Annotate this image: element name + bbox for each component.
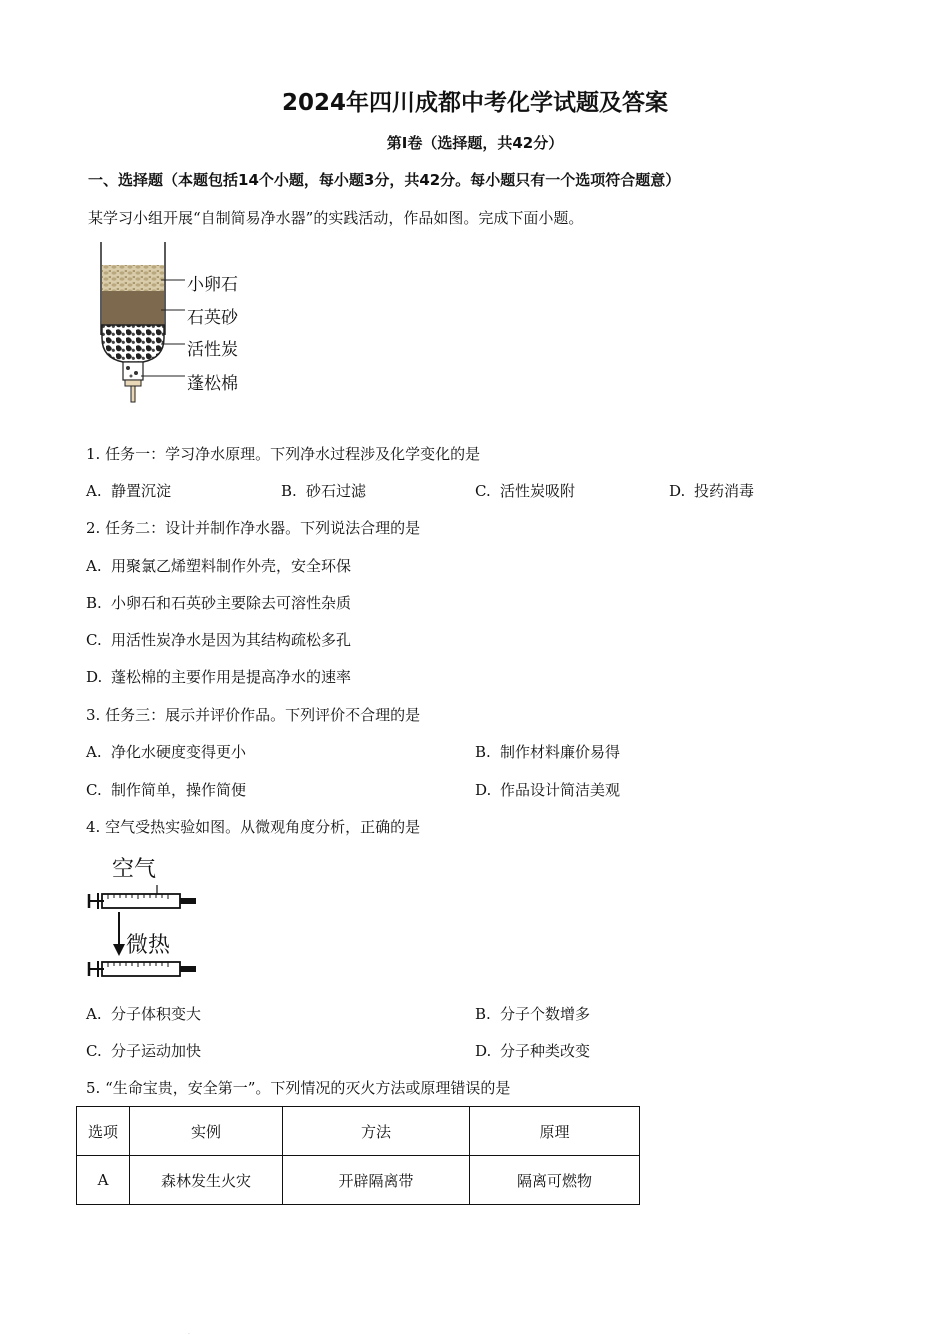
q2-option-a (86, 555, 351, 576)
fire-table (76, 1106, 640, 1205)
table-row (77, 1156, 640, 1205)
option-text: 用活性炭净水是因为其结构疏松多孔 (111, 631, 352, 649)
q3-option-c (86, 779, 246, 800)
question-stem: 任务一：学习净水原理。下列净水过程涉及化学变化的是 (105, 445, 481, 463)
option-text: 静置沉淀 (111, 482, 172, 500)
option-key: C. (86, 631, 102, 649)
q3-option-d (475, 779, 620, 800)
question-5 (86, 1077, 510, 1098)
option-key: A. (86, 1005, 102, 1023)
option-key: A. (86, 557, 102, 575)
question-number: 4. (86, 818, 101, 836)
intro-text: 某学习小组开展“自制简易净水器”的实践活动，作品如图。完成下面小题。 (88, 209, 584, 227)
footer-mark: · (188, 1331, 190, 1338)
table-header-cell: 方法 (283, 1107, 470, 1156)
label-cotton: 蓬松棉 (187, 374, 238, 394)
option-text: 用聚氯乙烯塑料制作外壳，安全环保 (111, 557, 352, 575)
question-number: 3. (86, 706, 101, 724)
q4-option-d (475, 1040, 590, 1061)
table-header-cell: 实例 (130, 1107, 283, 1156)
option-key: B. (475, 1005, 491, 1023)
q3-option-b (475, 741, 620, 762)
section-heading: 一、选择题（本题包括14个小题，每小题3分，共42分。每小题只有一个选项符合题意） (88, 171, 681, 189)
option-text: 蓬松棉的主要作用是提高净水的速率 (111, 668, 352, 686)
option-key: D. (475, 1042, 492, 1060)
option-key: D. (475, 781, 492, 799)
q1-option-b (281, 480, 366, 501)
option-key: B. (281, 482, 297, 500)
q1-option-a (86, 480, 171, 501)
page-title: 2024年四川成都中考化学试题及答案 (281, 90, 668, 116)
question-1 (86, 443, 480, 464)
table-header-row (77, 1107, 640, 1156)
option-key: D. (86, 668, 103, 686)
option-text: 砂石过滤 (306, 482, 367, 500)
option-text: 净化水硬度变得更小 (111, 743, 247, 761)
q2-option-d (86, 666, 351, 687)
label-air: 空气 (112, 857, 157, 882)
option-text: 分子个数增多 (500, 1005, 591, 1023)
option-key: C. (475, 482, 491, 500)
option-text: 小卵石和石英砂主要除去可溶性杂质 (111, 594, 352, 612)
question-stem: 任务三：展示并评价作品。下列评价不合理的是 (105, 706, 421, 724)
question-stem: 任务二：设计并制作净水器。下列说法合理的是 (105, 519, 421, 537)
q2-option-b (86, 592, 351, 613)
table-header-cell: 选项 (77, 1107, 130, 1156)
table-cell: 隔离可燃物 (470, 1156, 640, 1205)
q3-option-a (86, 741, 246, 762)
water-filter-figure (95, 240, 265, 410)
syringe-drawing (86, 850, 206, 985)
question-stem: 空气受热实验如图。从微观角度分析，正确的是 (105, 818, 421, 836)
option-text: 投药消毒 (694, 482, 755, 500)
syringe-figure (86, 850, 206, 985)
option-key: D. (669, 482, 686, 500)
option-text: 制作材料廉价易得 (500, 743, 621, 761)
option-text: 活性炭吸附 (500, 482, 576, 500)
option-text: 分子种类改变 (500, 1042, 591, 1060)
option-key: C. (86, 781, 102, 799)
label-activated-carbon: 活性炭 (187, 340, 238, 360)
q4-option-c (86, 1040, 201, 1061)
option-key: B. (475, 743, 491, 761)
question-4 (86, 816, 420, 837)
option-key: C. (86, 1042, 102, 1060)
question-stem: “生命宝贵，安全第一”。下列情况的灭火方法或原理错误的是 (105, 1079, 511, 1097)
label-pebbles: 小卵石 (187, 275, 238, 295)
q2-option-c (86, 629, 351, 650)
q1-option-c (475, 480, 575, 501)
option-text: 分子运动加快 (111, 1042, 202, 1060)
part-subtitle: 第I卷（选择题，共42分） (386, 134, 564, 152)
option-text: 作品设计简洁美观 (500, 781, 621, 799)
table-cell: 森林发生火灾 (130, 1156, 283, 1205)
question-2 (86, 517, 420, 538)
table-cell: A (77, 1156, 130, 1205)
option-key: A. (86, 482, 102, 500)
option-text: 制作简单，操作简便 (111, 781, 247, 799)
question-number: 5. (86, 1079, 101, 1097)
option-text: 分子体积变大 (111, 1005, 202, 1023)
question-3 (86, 704, 420, 725)
option-key: B. (86, 594, 102, 612)
table-cell: 开辟隔离带 (283, 1156, 470, 1205)
label-quartz-sand: 石英砂 (187, 308, 238, 328)
water-filter-drawing (95, 240, 265, 410)
q1-option-d (669, 480, 754, 501)
table-header-cell: 原理 (470, 1107, 640, 1156)
q4-option-b (475, 1003, 590, 1024)
q4-option-a (86, 1003, 201, 1024)
question-number: 2. (86, 519, 101, 537)
option-key: A. (86, 743, 102, 761)
question-number: 1. (86, 445, 101, 463)
label-gentle-heat: 微热 (126, 933, 171, 958)
